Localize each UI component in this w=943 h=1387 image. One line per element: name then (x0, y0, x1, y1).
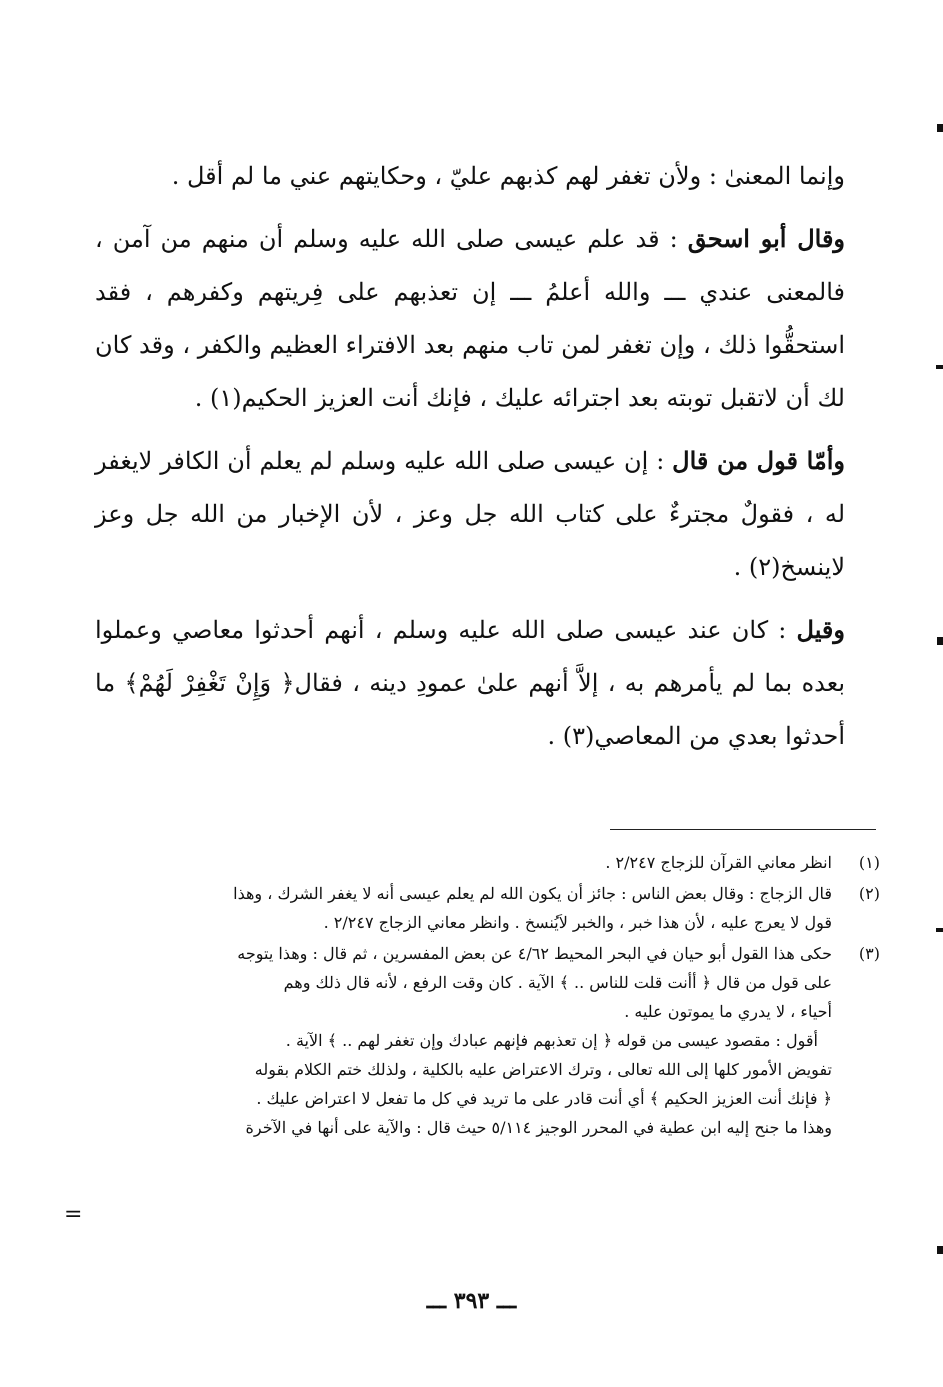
footnote-line: وهذا ما جنح إليه ابن عطية في المحرر الوجيز ٥/١١٤ حيث قال : والآية على أنها في الآخرة (245, 1118, 832, 1137)
footnotes (100, 848, 880, 1144)
footnote-line: قول لا يعرج عليه ، لأن هذا خبر ، والخبر لاَيُنسخ . وانظر معاني الزجاج ٢/٢٤٧ . (323, 913, 832, 932)
paragraph-3-lead: وأمّا قول من قال (672, 446, 846, 475)
footnote-line: على قول من قال ﴿ أأنت قلت للناس .. ﴾ الآية . كان وقت الرفع ، لأنه قال ذلك وهم (283, 973, 832, 992)
footnote-line: أحياء ، لا يدري ما يموتون عليه . (624, 1002, 832, 1021)
footnote-1 (100, 848, 880, 877)
footnote-2 (100, 879, 880, 937)
footnote-number: (٢) (858, 884, 880, 903)
margin-mark (936, 928, 943, 932)
footnote-line: حكى هذا القول أبو حيان في البحر المحيط ٤/٦٢ عن بعض المفسرين ، ثم قال : وهذا يتوجه (237, 944, 832, 963)
page-number: ـــ ٣٩٣ ـــ (426, 1288, 517, 1314)
footnote-number: (٣) (858, 944, 880, 963)
footnote-separator (610, 829, 876, 830)
footnote-line: قال الزجاج : وقال بعض الناس : جائز أن يكون الله لم يعلم عيسى أنه لا يغفر الشرك ، وهذا (233, 884, 832, 903)
paragraph-2 (95, 212, 845, 425)
paragraph-3 (95, 434, 845, 594)
footnote-3 (100, 939, 880, 1142)
paragraph-4-text: : كان عند عيسى صلى الله عليه وسلم ، أنهم أحدثوا معاصي وعملوا بعده بما لم يأمرهم به ، إلاَّ أنهم علىٰ عمودِ دينه ، فقال﴿ وَإِنْ تَغْفِرْ لَهُمْ﴾ ما أحدثوا بعدي من المعاصي(٣) . (95, 616, 845, 750)
footnote-number: (١) (858, 853, 880, 872)
footnote-line: ﴿ فإنك أنت العزيز الحكيم ﴾ أي أنت قادر على ما تريد في كل ما تفعل لا اعتراض عليك . (256, 1089, 832, 1108)
margin-mark (937, 637, 943, 645)
continuation-mark: = (64, 1202, 83, 1227)
margin-mark (937, 124, 943, 132)
main-text (95, 150, 845, 772)
paragraph-2-text: : قد علم عيسى صلى الله عليه وسلم أن منهم من آمن ، فالمعنى عندي ـــ والله أعلمُ ـــ إن تعذبهم على فِريتهم وكفرهم ، فقد استحقُّوا ذلك ، وإن تغفر لمن تاب منهم بعد الافتراء العظيم والكفر ، وقد كان لك أن لاتقبل توبته بعد اجترائه عليك ، فإنك أنت العزيز الحكيم(١) . (95, 225, 845, 412)
paragraph-4 (95, 603, 845, 763)
footnote-line: أقول : مقصود عيسى من قوله ﴿ إن تعذبهم فإنهم عبادك وإن تغفر لهم .. ﴾ الآية . (285, 1031, 818, 1050)
paragraph-2-lead: وقال أبو اسحق (687, 224, 846, 253)
footnote-line: انظر معاني القرآن للزجاج ٢/٢٤٧ . (605, 853, 832, 872)
paragraph-4-lead: وقيل (796, 615, 845, 644)
footnote-line: تفويض الأمور كلها إلى الله تعالى ، وترك الاعتراض عليه بالكلية ، ولذلك ختم الكلام بقوله (254, 1060, 832, 1079)
margin-mark (936, 365, 943, 369)
paragraph-1: وإنما المعنىٰ : ولأن تغفر لهم كذبهم عليّ ، وحكايتهم عني ما لم أقل . (171, 162, 845, 190)
paragraph-3-text: : إن عيسى صلى الله عليه وسلم لم يعلم أن الكافر لايغفر له ، فقولٌ مجترءٌ على كتاب الله جل وعز ، لأن الإخبار من الله جل وعز لاينسخ(٢) . (95, 447, 846, 581)
margin-mark (937, 1246, 943, 1254)
